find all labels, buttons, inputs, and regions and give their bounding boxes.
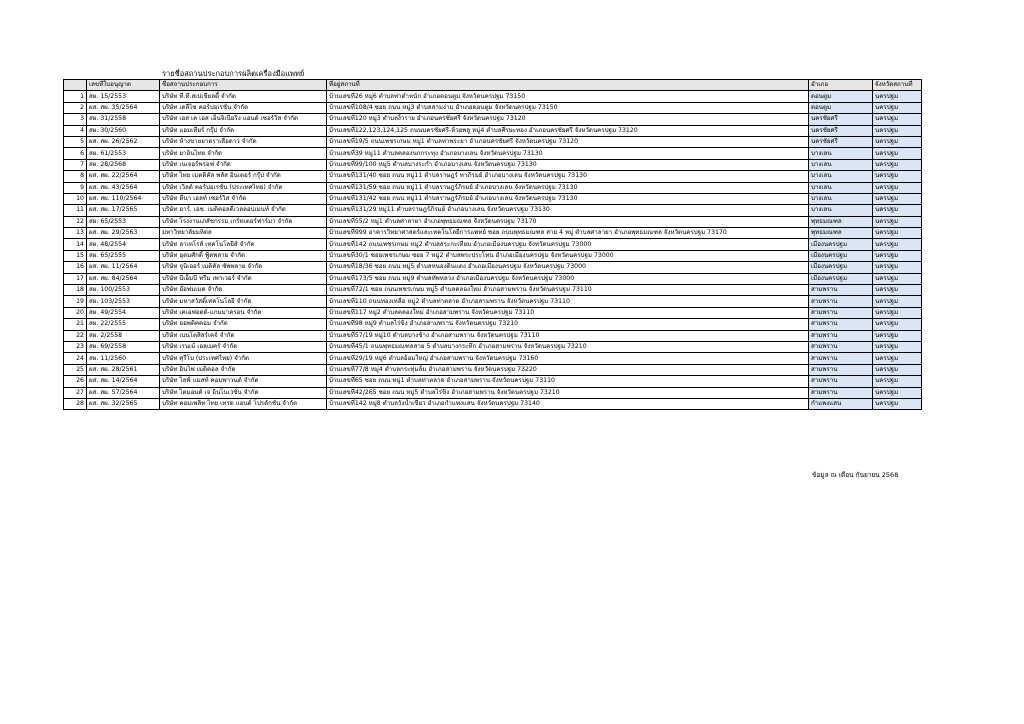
address-cell: บ้านเลขที่131/40 ซอย ถนน หมู่11 ตำบลราษฎร์ ทาภิรมย์ อำเภอบางเลน จังหวัดนครปฐม 73130 <box>327 171 809 182</box>
establishment-name-cell: บริษัท ออพติคคอม จำกัด <box>160 319 327 330</box>
license-no-cell: ผส. สผ. 22/2564 <box>87 171 160 182</box>
establishment-name-cell: บริษัท ยาอินไทย จำกัด <box>160 148 327 159</box>
province-cell: นครปฐม <box>873 296 922 307</box>
district-cell: นครชัยศรี <box>809 125 873 136</box>
establishment-name-cell: บริษัท บีเอ็มบี ทรีม เพาเวอร์ จำกัด <box>160 273 327 284</box>
establishment-name-cell: บริษัท เบนโตสิสร์เคจ์ จำกัด <box>160 330 327 341</box>
district-cell: สามพราน <box>809 296 873 307</box>
province-cell: นครปฐม <box>873 273 922 284</box>
table-row <box>64 307 922 318</box>
table-row <box>64 398 922 409</box>
header-address: ที่อยู่สถานที่ <box>327 80 809 91</box>
province-cell: นครปฐม <box>873 205 922 216</box>
district-cell: นครชัยศรี <box>809 114 873 125</box>
row-number-cell: 26 <box>64 376 87 387</box>
table-header-row <box>64 80 922 91</box>
license-no-cell: ผส. สผ. 14/2564 <box>87 376 160 387</box>
province-cell: นครปฐม <box>873 307 922 318</box>
row-number-cell: 14 <box>64 239 87 250</box>
license-no-cell: ผส. สผ. 110/2564 <box>87 193 160 204</box>
address-cell: บ้านเลขที่122,123,124,125 ถนนนครชัยศรี-ห้วยพลู หมู่4 ตำบลศีรษะทอง อำเภอนครชัยศรี จังหวัดนครปฐม 73120 <box>327 125 809 136</box>
establishment-name-cell: บริษัท อุดมศักดิ์ ฟู้ดพลาย จำกัด <box>160 250 327 261</box>
establishment-name-cell: บริษัท เวิลด์ คอร์ปอเรชั่น (ประเทศไทย) จำกัด <box>160 182 327 193</box>
establishment-name-cell: บริษัท ลาเทโรส์ เทคโนโลยีส์ จำกัด <box>160 239 327 250</box>
establishment-name-cell: บริษัท ห้างขายยาตราเสือดาว จำกัด <box>160 136 327 147</box>
table-row <box>64 193 922 204</box>
address-cell: บ้านเลขที่72/1 ซอย ถนนเพชรเกษม หมู่5 ตำบลคลองใหม่ อำเภอสามพราน จังหวัดนครปฐม 73110 <box>327 285 809 296</box>
table-row <box>64 285 922 296</box>
table-row <box>64 376 922 387</box>
address-cell: บ้านเลขที่108/4 ซอย ถนน หมู่3 ตำบลสามง่าม อำเภอดอนตูม จังหวัดนครปฐม 73150 <box>327 102 809 113</box>
table-row <box>64 250 922 261</box>
license-no-cell: ผส. สผ. 26/2562 <box>87 136 160 147</box>
province-cell: นครปฐม <box>873 228 922 239</box>
district-cell: เมืองนครปฐม <box>809 239 873 250</box>
row-number-cell: 17 <box>64 273 87 284</box>
district-cell: กำแพงแสน <box>809 398 873 409</box>
row-number-cell: 2 <box>64 102 87 113</box>
address-cell: บ้านเลขที่45/1 ถนนพุทธมณฑลสาย 5 ตำบลบางกระทึก อำเภอสามพราน จังหวัดนครปฐม 73210 <box>327 341 809 352</box>
establishment-name-cell: บริษัท เอส เค เอส เอ็นจิเนียริ่ง แอนด์ เซอร์วิส จำกัด <box>160 114 327 125</box>
table-row <box>64 319 922 330</box>
row-number-cell: 3 <box>64 114 87 125</box>
address-cell: บ้านเลขที่999 อาคารวิทยาศาสตร์และเทคโนโลยีการแพทย์ ซอย ถนนพุทธมณฑล สาย 4 หมู่ ตำบลศาลายา อำเภอพุทธมณฑล จังหวัดนครปฐม 73170 <box>327 228 809 239</box>
license-no-cell: สผ. 22/2555 <box>87 319 160 330</box>
table-row <box>64 239 922 250</box>
header-province: จังหวัดสถานที่ <box>873 80 922 91</box>
license-no-cell: สผ. 61/2553 <box>87 148 160 159</box>
district-cell: ดอนตูม <box>809 102 873 113</box>
row-number-cell: 12 <box>64 216 87 227</box>
province-cell: นครปฐม <box>873 319 922 330</box>
table-row <box>64 148 922 159</box>
district-cell: บางเลน <box>809 171 873 182</box>
province-cell: นครปฐม <box>873 193 922 204</box>
district-cell: บางเลน <box>809 182 873 193</box>
address-cell: บ้านเลขที่131/29 หมู่11 ตำบลราษฎร์ภิรมย์ อำเภอบางเลน จังหวัดนครปฐม 73130 <box>327 205 809 216</box>
table-row <box>64 228 922 239</box>
province-cell: นครปฐม <box>873 285 922 296</box>
establishment-name-cell: บริษัท ไทย เมดดิคัล พลัส อินเตอร์ กรุ๊ป จำกัด <box>160 171 327 182</box>
establishment-name-cell: บริษัท คอมเพลิท ไทย เทรด แอนด์ โปรดักชั่น จำกัด <box>160 398 327 409</box>
address-cell: บ้านเลขที่29/19 หมู่6 ตำบลอ้อมใหญ่ อำเภอสามพราน จังหวัดนครปฐม 73160 <box>327 353 809 364</box>
table-row <box>64 182 922 193</box>
address-cell: บ้านเลขที่120 หมู่3 ตำบลงิ้วราย อำเภอนครชัยศรี จังหวัดนครปฐม 73120 <box>327 114 809 125</box>
page-title: รายชื่อสถานประกอบการผลิตเครื่องมือแพทย์ <box>162 69 305 78</box>
establishment-name-cell: บริษัท เคเอฟอตด์-แกมมาครอน จำกัด <box>160 307 327 318</box>
address-cell: บ้านเลขที่39 หมู่11 ตำบลคลองนกกระทุง อำเภอบางเลน จังหวัดนครปฐม 73130 <box>327 148 809 159</box>
address-cell: บ้านเลขที่55/2 หมู่1 ตำบลศาลายา อำเภอพุทธมณฑล จังหวัดนครปฐม 73170 <box>327 216 809 227</box>
row-number-cell: 16 <box>64 262 87 273</box>
establishment-table <box>63 79 922 410</box>
row-number-cell: 7 <box>64 159 87 170</box>
province-cell: นครปฐม <box>873 387 922 398</box>
address-cell: บ้านเลขที่19/5 ถนนเพชรเกษม หมู่1 ตำบลท่าพระยา อำเภอนครชัยศรี จังหวัดนครปฐม 73120 <box>327 136 809 147</box>
province-cell: นครปฐม <box>873 125 922 136</box>
address-cell: บ้านเลขที่65 ซอย ถนน หมู่1 ตำบลท่าตลาด อำเภอสามพราน จังหวัดนครปฐม 73110 <box>327 376 809 387</box>
establishment-name-cell: บริษัท มหาสวัสดิ์เทคโนโลยี จำกัด <box>160 296 327 307</box>
license-no-cell: ผส. สผ. 84/2564 <box>87 273 160 284</box>
row-number-cell: 23 <box>64 341 87 352</box>
row-number-cell: 27 <box>64 387 87 398</box>
province-cell: นครปฐม <box>873 353 922 364</box>
address-cell: บ้านเลขที่173/5 ซอย ถนน หมู่9 ตำบลทัพหลวง อำเภอเมืองนครปฐม จังหวัดนครปฐม 73000 <box>327 273 809 284</box>
header-district: อำเภอ <box>809 80 873 91</box>
address-cell: บ้านเลขที่131/59 ซอย ถนน หมู่11 ตำบลราษฎร์ภิรมย์ อำเภอบางเลน จังหวัดนครปฐม 73130 <box>327 182 809 193</box>
row-number-cell: 8 <box>64 171 87 182</box>
row-number-cell: 15 <box>64 250 87 261</box>
license-no-cell: ผส. สผ. 29/2563 <box>87 228 160 239</box>
table-row <box>64 216 922 227</box>
district-cell: ดอนตูม <box>809 91 873 102</box>
establishment-name-cell: บริษัท เดลีไซ คอร์ปอเรชั่น จำกัด <box>160 102 327 113</box>
address-cell: บ้านเลขที่77/8 หมู่4 ตำบลกระทุ่มล้ม อำเภอสามพราน จังหวัดนครปฐม 73220 <box>327 364 809 375</box>
row-number-cell: 5 <box>64 136 87 147</box>
address-cell: บ้านเลขที่142 ถนนเพชรเกษม หมู่2 ตำบลสระกะเทียม อำเภอเมืองนครปฐม จังหวัดนครปฐม 73000 <box>327 239 809 250</box>
province-cell: นครปฐม <box>873 148 922 159</box>
province-cell: นครปฐม <box>873 216 922 227</box>
district-cell: สามพราน <box>809 330 873 341</box>
establishment-name-cell: บริษัท ที.ที.สเปเชียลตี้ จำกัด <box>160 91 327 102</box>
table-row <box>64 205 922 216</box>
table-row <box>64 296 922 307</box>
address-cell: บ้านเลขที่110 ถนนทองเหลือ หมู่2 ตำบลท่าตลาด อำเภอสามพราน จังหวัดนครปฐม 73110 <box>327 296 809 307</box>
row-number-cell: 13 <box>64 228 87 239</box>
row-number-cell: 19 <box>64 296 87 307</box>
row-number-cell: 25 <box>64 364 87 375</box>
license-no-cell: สผ. 103/2553 <box>87 296 160 307</box>
address-cell: บ้านเลขที่142 หมู่8 ตำบลวังน้ำเขียว อำเภอกำแพงแสน จังหวัดนครปฐม 73140 <box>327 398 809 409</box>
province-cell: นครปฐม <box>873 364 922 375</box>
province-cell: นครปฐม <box>873 159 922 170</box>
establishment-name-cell: บริษัท จูนิเออร์ เมดิคัล ซัพพลาย จำกัด <box>160 262 327 273</box>
license-no-cell: ผส. สผ. 43/2564 <box>87 182 160 193</box>
province-cell: นครปฐม <box>873 182 922 193</box>
table-row <box>64 387 922 398</box>
address-cell: บ้านเลขที่117 หมู่2 ตำบลคลองใหม่ อำเภอสามพราน จังหวัดนครปฐม 73110 <box>327 307 809 318</box>
row-number-cell: 24 <box>64 353 87 364</box>
province-cell: นครปฐม <box>873 341 922 352</box>
district-cell: บางเลน <box>809 205 873 216</box>
establishment-name-cell: บริษัท ดีนา เฮลท์ เซอร์วิส จำกัด <box>160 193 327 204</box>
establishment-name-cell: มหาวิทยาลัยมหิดล <box>160 228 327 239</box>
license-no-cell: ผส. สผ. 11/2564 <box>87 262 160 273</box>
district-cell: สามพราน <box>809 341 873 352</box>
establishment-name-cell: บริษัท อินไฟ เมดิคอล จำกัด <box>160 364 327 375</box>
province-cell: นครปฐม <box>873 330 922 341</box>
district-cell: สามพราน <box>809 285 873 296</box>
license-no-cell: สผ. 65/2553 <box>87 216 160 227</box>
row-number-cell: 21 <box>64 319 87 330</box>
district-cell: เมืองนครปฐม <box>809 273 873 284</box>
establishment-name-cell: บริษัท โรงงานเภสัชกรรม เกร์ทเตอร์ฟาร์มา จำกัด <box>160 216 327 227</box>
table-row <box>64 125 922 136</box>
row-number-cell: 18 <box>64 285 87 296</box>
row-number-cell: 9 <box>64 182 87 193</box>
header-establishment-name: ชื่อสถานประกอบการ <box>160 80 327 91</box>
province-cell: นครปฐม <box>873 262 922 273</box>
district-cell: สามพราน <box>809 364 873 375</box>
establishment-name-cell: บริษัท แอมเทียร์ กรุ๊ป จำกัด <box>160 125 327 136</box>
district-cell: สามพราน <box>809 353 873 364</box>
row-number-cell: 11 <box>64 205 87 216</box>
district-cell: บางเลน <box>809 193 873 204</box>
establishment-name-cell: บริษัท เรนเม้ เอลเมคร์ จำกัด <box>160 341 327 352</box>
row-number-cell: 28 <box>64 398 87 409</box>
establishment-name-cell: บริษัท ศุรีโบ (ประเทศไทย) จำกัด <box>160 353 327 364</box>
table-row <box>64 91 922 102</box>
license-no-cell: ผส. สผ. 28/2561 <box>87 364 160 375</box>
data-date-note: ข้อมูล ณ เดือน กันยายน 2568 <box>812 471 899 479</box>
establishment-name-cell: บริษัท เนเจอร์พรอฟ จำกัด <box>160 159 327 170</box>
address-cell: บ้านเลขที่30/1 ซอยเพชรเกษม ซอย 7 หมู่2 ตำบลพระประโทน อำเภอเมืองนครปฐม จังหวัดนครปฐม 73000 <box>327 250 809 261</box>
province-cell: นครปฐม <box>873 239 922 250</box>
district-cell: สามพราน <box>809 307 873 318</box>
province-cell: นครปฐม <box>873 376 922 387</box>
license-no-cell: ผส. สผ. 35/2564 <box>87 102 160 113</box>
license-no-cell: สผ. 31/2558 <box>87 114 160 125</box>
table-row <box>64 273 922 284</box>
header-no <box>64 80 87 91</box>
district-cell: เมืองนครปฐม <box>809 262 873 273</box>
district-cell: สามพราน <box>809 319 873 330</box>
province-cell: นครปฐม <box>873 136 922 147</box>
row-number-cell: 6 <box>64 148 87 159</box>
license-no-cell: สผ. 65/2555 <box>87 250 160 261</box>
license-no-cell: สผ. 15/2553 <box>87 91 160 102</box>
establishment-name-cell: บริษัท ไดมอนด์ เจ อินโนเวชั่น จำกัด <box>160 387 327 398</box>
license-no-cell: สผ. 2/2558 <box>87 330 160 341</box>
table-row <box>64 341 922 352</box>
address-cell: บ้านเลขที่18/36 ซอย ถนน หมู่5 ตำบลหนองดินแดง อำเภอเมืองนครปฐม จังหวัดนครปฐม 73000 <box>327 262 809 273</box>
table-row <box>64 136 922 147</box>
license-no-cell: สผ. 11/2560 <box>87 353 160 364</box>
province-cell: นครปฐม <box>873 398 922 409</box>
address-cell: บ้านเลขที่26 หมู่6 ตำบลท่าตำหนัก อำเภอดอนตูม จังหวัดนครปฐม 73150 <box>327 91 809 102</box>
table-row <box>64 364 922 375</box>
table-row <box>64 102 922 113</box>
district-cell: บางเลน <box>809 159 873 170</box>
address-cell: บ้านเลขที่131/42 ซอย ถนน หมู่11 ตำบลราษฎร์ภิรมย์ อำเภอบางเลน จังหวัดนครปฐม 73130 <box>327 193 809 204</box>
establishment-name-cell: บริษัท ไลฟ์ แมสท์ คอมพาวนด์ จำกัด <box>160 376 327 387</box>
license-no-cell: สผ. 69/2558 <box>87 341 160 352</box>
license-no-cell: สผ. 49/2554 <box>87 307 160 318</box>
district-cell: พุทธมณฑล <box>809 228 873 239</box>
license-no-cell: ผส. สผ. 32/2565 <box>87 398 160 409</box>
district-cell: พุทธมณฑล <box>809 216 873 227</box>
address-cell: บ้านเลขที่98 หมู่9 ตำบลไร่ขิง อำเภอสามพราน จังหวัดนครปฐม 73210 <box>327 319 809 330</box>
row-number-cell: 22 <box>64 330 87 341</box>
district-cell: นครชัยศรี <box>809 136 873 147</box>
header-license-no: เลขที่ใบอนุญาต <box>87 80 160 91</box>
district-cell: เมืองนครปฐม <box>809 250 873 261</box>
license-no-cell: สผ. 28/2568 <box>87 159 160 170</box>
province-cell: นครปฐม <box>873 250 922 261</box>
table-row <box>64 171 922 182</box>
district-cell: บางเลน <box>809 148 873 159</box>
license-no-cell: ผส. สผ. 57/2564 <box>87 387 160 398</box>
address-cell: บ้านเลขที่99/100 หมู่5 ตำบลบางระกำ อำเภอบางเลน จังหวัดนครปฐม 73130 <box>327 159 809 170</box>
row-number-cell: 4 <box>64 125 87 136</box>
row-number-cell: 1 <box>64 91 87 102</box>
license-no-cell: ผส. สผ. 17/2565 <box>87 205 160 216</box>
table-row <box>64 114 922 125</box>
table-row <box>64 262 922 273</box>
license-no-cell: สผ. 100/2553 <box>87 285 160 296</box>
province-cell: นครปฐม <box>873 171 922 182</box>
table-row <box>64 353 922 364</box>
address-cell: บ้านเลขที่42/265 ซอย ถนน หมู่5 ตำบลไร่ขิง อำเภอสามพราน จังหวัดนครปฐม 73210 <box>327 387 809 398</box>
establishment-name-cell: บริษัท อ๊อฟมเมด จำกัด <box>160 285 327 296</box>
district-cell: สามพราน <box>809 387 873 398</box>
district-cell: สามพราน <box>809 376 873 387</box>
license-no-cell: สผ. 30/2560 <box>87 125 160 136</box>
province-cell: นครปฐม <box>873 102 922 113</box>
province-cell: นครปฐม <box>873 91 922 102</box>
address-cell: บ้านเลขที่57/19 หมู่10 ตำบลบางช้าง อำเภอสามพราน จังหวัดนครปฐม 73110 <box>327 330 809 341</box>
establishment-name-cell: บริษัท อาร์. เอช. เมดิคอลดีเวลลอปเมนท์ จำกัด <box>160 205 327 216</box>
province-cell: นครปฐม <box>873 114 922 125</box>
license-no-cell: สผ. 48/2554 <box>87 239 160 250</box>
table-row <box>64 159 922 170</box>
row-number-cell: 10 <box>64 193 87 204</box>
table-body <box>64 91 922 410</box>
table-row <box>64 330 922 341</box>
row-number-cell: 20 <box>64 307 87 318</box>
